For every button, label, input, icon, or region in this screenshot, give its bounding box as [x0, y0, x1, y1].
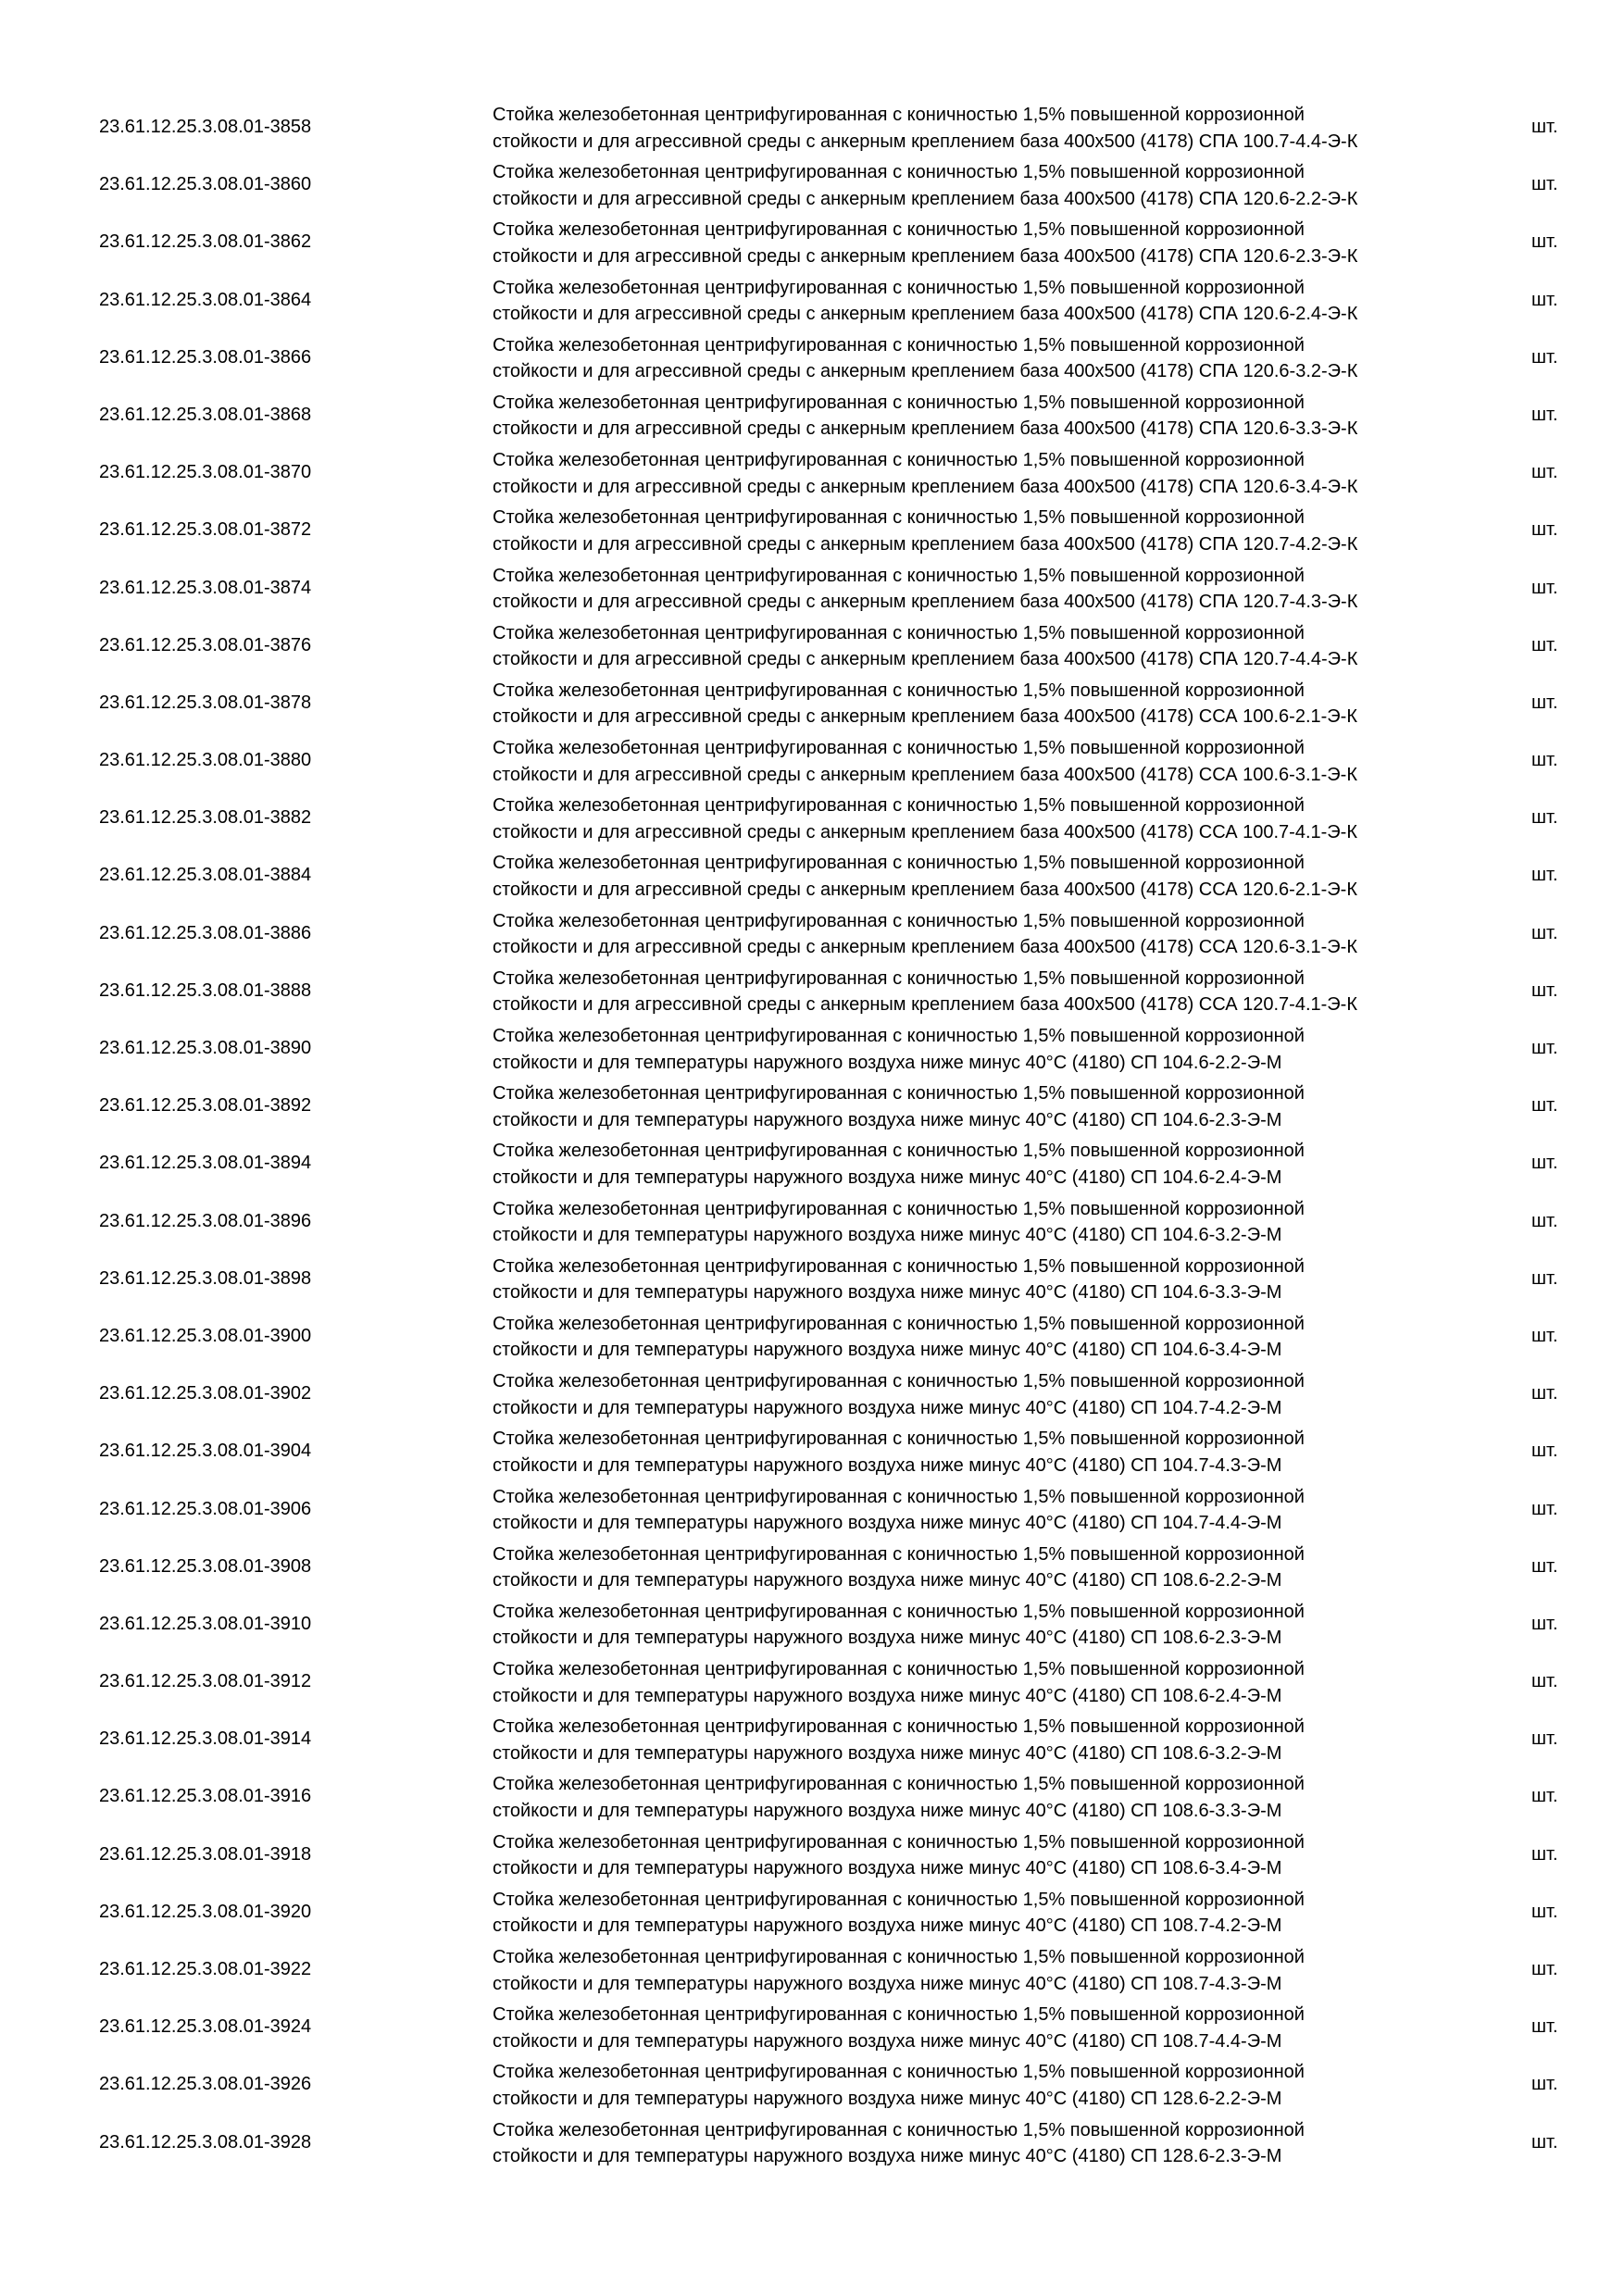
resource-description	[493, 2002, 1493, 2054]
description-line-1: Стойка железобетонная центрифугированная с коничностью 1,5% повышенной коррозионной	[493, 910, 1305, 931]
table-row	[0, 2114, 1624, 2171]
description-line-1: Стойка железобетонная центрифугированная с коничностью 1,5% повышенной коррозионной	[493, 1026, 1305, 1046]
description-line-2: стойкости и для температуры наружного воздуха ниже минус 40°С (4180) СП 104.6-3.3-Э-М	[493, 1282, 1282, 1304]
resource-code: 23.61.12.25.3.08.01-3892	[99, 1095, 312, 1117]
table-row	[0, 1134, 1624, 1192]
unit-of-measure: шт.	[1531, 1613, 1558, 1634]
unit-of-measure: шт.	[1531, 980, 1558, 1001]
unit-of-measure: шт.	[1531, 346, 1558, 368]
resource-description	[493, 735, 1493, 788]
unit-of-measure: шт.	[1531, 117, 1558, 137]
description-line-2: стойкости и для агрессивной среды с анкерным креплением база 400х500 (4178) СПА 120.7-4.2-Э-К	[493, 533, 1358, 555]
description-line-1: Стойка железобетонная центрифугированная с коничностью 1,5% повышенной коррозионной	[493, 334, 1305, 356]
description-line-1: Стойка железобетонная центрифугированная с коничностью 1,5% повышенной коррозионной	[493, 1716, 1305, 1738]
description-line-1: Стойка железобетонная центрифугированная с коничностью 1,5% повышенной коррозионной	[493, 1371, 1305, 1392]
resource-description	[493, 1023, 1493, 1076]
unit-of-measure: шт.	[1531, 2131, 1558, 2152]
resource-description	[493, 792, 1493, 845]
description-line-1: Стойка железобетонная центрифугированная с коничностью 1,5% повышенной коррозионной	[493, 2004, 1305, 2026]
description-line-1: Стойка железобетонная центрифугированная с коничностью 1,5% повышенной коррозионной	[493, 1543, 1305, 1565]
description-line-2: стойкости и для агрессивной среды с анкерным креплением база 400х500 (4178) ССА 120.6-3.1-Э-К	[493, 937, 1357, 958]
unit-of-measure: шт.	[1531, 404, 1558, 425]
table-row	[0, 271, 1624, 329]
description-line-1: Стойка железобетонная центрифугированная с коничностью 1,5% повышенной коррозионной	[493, 565, 1305, 586]
description-line-1: Стойка железобетонная центрифугированная с коничностью 1,5% повышенной коррозионной	[493, 1083, 1305, 1104]
unit-of-measure: шт.	[1531, 1498, 1558, 1519]
description-line-1: Стойка железобетонная центрифугированная с коничностью 1,5% повышенной коррозионной	[493, 2062, 1305, 2083]
description-line-2: стойкости и для температуры наружного воздуха ниже минус 40°С (4180) СП 104.6-2.4-Э-М	[493, 1167, 1282, 1188]
resource-code: 23.61.12.25.3.08.01-3908	[99, 1555, 312, 1577]
description-line-2: стойкости и для температуры наружного воздуха ниже минус 40°С (4180) СП 104.7-4.3-Э-М	[493, 1454, 1282, 1476]
unit-of-measure: шт.	[1531, 231, 1558, 253]
unit-of-measure: шт.	[1531, 2074, 1558, 2095]
description-line-2: стойкости и для агрессивной среды с анкерным креплением база 400х500 (4178) СПА 120.7-4.3-Э-К	[493, 592, 1358, 612]
resource-description	[493, 1714, 1493, 1766]
unit-of-measure: шт.	[1531, 1786, 1558, 1807]
table-row	[0, 213, 1624, 270]
resource-code: 23.61.12.25.3.08.01-3880	[99, 750, 312, 771]
resource-description	[493, 1944, 1493, 1997]
table-row	[0, 559, 1624, 617]
description-line-2: стойкости и для агрессивной среды с анкерным креплением база 400х500 (4178) ССА 120.7-4.1-Э-К	[493, 994, 1357, 1016]
unit-of-measure: шт.	[1531, 1038, 1558, 1058]
table-row	[0, 1480, 1624, 1538]
resource-description	[493, 1771, 1493, 1824]
unit-of-measure: шт.	[1531, 1267, 1558, 1289]
resource-description	[493, 332, 1493, 385]
description-line-2: стойкости и для температуры наружного воздуха ниже минус 40°С (4180) СП 128.6-2.3-Э-М	[493, 2146, 1282, 2167]
resource-code: 23.61.12.25.3.08.01-3876	[99, 634, 312, 655]
unit-of-measure: шт.	[1531, 289, 1558, 310]
resource-description	[493, 1887, 1493, 1940]
unit-of-measure: шт.	[1531, 519, 1558, 541]
table-row	[0, 1077, 1624, 1134]
unit-of-measure: шт.	[1531, 865, 1558, 886]
description-line-2: стойкости и для агрессивной среды с анкерным креплением база 400х500 (4178) СПА 120.6-2.2-Э-К	[493, 188, 1358, 209]
resource-description	[493, 275, 1493, 328]
resource-description	[493, 966, 1493, 1018]
resource-code: 23.61.12.25.3.08.01-3914	[99, 1728, 312, 1750]
description-line-1: Стойка железобетонная центрифугированная с коничностью 1,5% повышенной коррозионной	[493, 738, 1305, 759]
description-line-2: стойкости и для температуры наружного воздуха ниже минус 40°С (4180) СП 104.6-3.2-Э-М	[493, 1225, 1282, 1246]
table-row	[0, 501, 1624, 558]
table-row	[0, 1883, 1624, 1940]
table-row	[0, 1998, 1624, 2055]
table-row	[0, 1019, 1624, 1077]
resource-description	[493, 1196, 1493, 1249]
table-row	[0, 1710, 1624, 1767]
resource-code: 23.61.12.25.3.08.01-3912	[99, 1671, 312, 1692]
description-line-1: Стойка железобетонная центрифугированная с коничностью 1,5% повышенной коррозионной	[493, 795, 1305, 817]
description-line-1: Стойка железобетонная центрифугированная с коничностью 1,5% повышенной коррозионной	[493, 1255, 1305, 1277]
description-line-1: Стойка железобетонная центрифугированная с коничностью 1,5% повышенной коррозионной	[493, 1831, 1305, 1853]
unit-of-measure: шт.	[1531, 1383, 1558, 1404]
description-line-1: Стойка железобетонная центрифугированная с коничностью 1,5% повышенной коррозионной	[493, 507, 1305, 529]
resource-code: 23.61.12.25.3.08.01-3872	[99, 519, 312, 541]
resource-code: 23.61.12.25.3.08.01-3896	[99, 1210, 312, 1231]
description-line-2: стойкости и для температуры наружного воздуха ниже минус 40°С (4180) СП 104.6-2.3-Э-М	[493, 1109, 1282, 1130]
description-line-1: Стойка железобетонная центрифугированная с коничностью 1,5% повышенной коррозионной	[493, 1486, 1305, 1507]
resource-description	[493, 2117, 1493, 2170]
description-line-2: стойкости и для температуры наружного воздуха ниже минус 40°С (4180) СП 108.6-2.3-Э-М	[493, 1628, 1282, 1649]
unit-of-measure: шт.	[1531, 1441, 1558, 1462]
table-row	[0, 1767, 1624, 1825]
description-line-2: стойкости и для температуры наружного воздуха ниже минус 40°С (4180) СП 108.7-4.3-Э-М	[493, 1973, 1282, 1994]
unit-of-measure: шт.	[1531, 1728, 1558, 1750]
description-line-1: Стойка железобетонная центрифугированная с коничностью 1,5% повышенной коррозионной	[493, 162, 1305, 183]
description-line-1: Стойка железобетонная центрифугированная с коничностью 1,5% повышенной коррозионной	[493, 1198, 1305, 1219]
resource-description	[493, 159, 1493, 212]
description-line-1: Стойка железобетонная центрифугированная с коничностью 1,5% повышенной коррозионной	[493, 2119, 1305, 2140]
description-line-2: стойкости и для температуры наружного воздуха ниже минус 40°С (4180) СП 108.7-4.4-Э-М	[493, 2030, 1282, 2052]
table-row	[0, 386, 1624, 443]
table-row	[0, 1595, 1624, 1653]
resource-description	[493, 908, 1493, 961]
resource-description	[493, 1254, 1493, 1306]
resource-code: 23.61.12.25.3.08.01-3886	[99, 922, 312, 943]
description-line-2: стойкости и для агрессивной среды с анкерным креплением база 400х500 (4178) СПА 120.7-4.4-Э-К	[493, 649, 1358, 670]
unit-of-measure: шт.	[1531, 634, 1558, 655]
description-line-2: стойкости и для температуры наружного воздуха ниже минус 40°С (4180) СП 128.6-2.2-Э-М	[493, 2088, 1282, 2109]
resource-code: 23.61.12.25.3.08.01-3916	[99, 1786, 312, 1807]
resource-description	[493, 2059, 1493, 2112]
description-line-1: Стойка железобетонная центрифугированная с коничностью 1,5% повышенной коррозионной	[493, 392, 1305, 413]
resource-description	[493, 1656, 1493, 1709]
table-row	[0, 617, 1624, 674]
description-line-1: Стойка железобетонная центрифугированная с коничностью 1,5% повышенной коррозионной	[493, 1141, 1305, 1162]
resource-description	[493, 505, 1493, 557]
unit-of-measure: шт.	[1531, 1901, 1558, 1922]
resource-code: 23.61.12.25.3.08.01-3894	[99, 1153, 312, 1174]
table-row	[0, 789, 1624, 846]
description-line-2: стойкости и для температуры наружного воздуха ниже минус 40°С (4180) СП 104.6-3.4-Э-М	[493, 1340, 1282, 1361]
resource-description	[493, 1541, 1493, 1594]
table-row	[0, 329, 1624, 386]
description-line-2: стойкости и для агрессивной среды с анкерным креплением база 400х500 (4178) СПА 120.6-2.3-Э-К	[493, 245, 1358, 267]
unit-of-measure: шт.	[1531, 1095, 1558, 1117]
resource-code: 23.61.12.25.3.08.01-3924	[99, 2016, 312, 2038]
description-line-2: стойкости и для температуры наружного воздуха ниже минус 40°С (4180) СП 108.6-3.3-Э-М	[493, 1800, 1282, 1821]
description-line-1: Стойка железобетонная центрифугированная с коничностью 1,5% повышенной коррозионной	[493, 853, 1305, 874]
resource-description	[493, 1599, 1493, 1652]
description-line-1: Стойка железобетонная центрифугированная с коничностью 1,5% повышенной коррозионной	[493, 219, 1305, 241]
description-line-2: стойкости и для температуры наружного воздуха ниже минус 40°С (4180) СП 104.7-4.2-Э-М	[493, 1397, 1282, 1418]
table-row	[0, 1422, 1624, 1479]
description-line-2: стойкости и для агрессивной среды с анкерным креплением база 400х500 (4178) СПА 120.6-3.3-Э-К	[493, 418, 1358, 440]
table-row	[0, 2055, 1624, 2113]
resource-description	[493, 447, 1493, 500]
description-line-1: Стойка железобетонная центрифугированная с коничностью 1,5% повышенной коррозионной	[493, 680, 1305, 701]
description-line-2: стойкости и для температуры наружного воздуха ниже минус 40°С (4180) СП 104.6-2.2-Э-М	[493, 1052, 1282, 1073]
resource-code: 23.61.12.25.3.08.01-3878	[99, 692, 312, 713]
description-line-1: Стойка железобетонная центрифугированная с коничностью 1,5% повышенной коррозионной	[493, 1429, 1305, 1450]
resource-code: 23.61.12.25.3.08.01-3866	[99, 346, 312, 368]
description-line-2: стойкости и для агрессивной среды с анкерным креплением база 400х500 (4178) ССА 100.6-2.1-Э-К	[493, 706, 1357, 728]
resource-description	[493, 1484, 1493, 1537]
table-row	[0, 1307, 1624, 1365]
resource-description	[493, 1080, 1493, 1133]
table-row	[0, 1653, 1624, 1710]
resource-description	[493, 1426, 1493, 1479]
table-row	[0, 1365, 1624, 1422]
unit-of-measure: шт.	[1531, 692, 1558, 713]
resource-description	[493, 563, 1493, 616]
table-row	[0, 1250, 1624, 1307]
description-line-2: стойкости и для температуры наружного воздуха ниже минус 40°С (4180) СП 108.7-4.2-Э-М	[493, 1915, 1282, 1937]
description-line-2: стойкости и для агрессивной среды с анкерным креплением база 400х500 (4178) СПА 120.6-2.4-Э-К	[493, 304, 1358, 325]
unit-of-measure: шт.	[1531, 1210, 1558, 1231]
unit-of-measure: шт.	[1531, 174, 1558, 195]
description-line-2: стойкости и для агрессивной среды с анкерным креплением база 400х500 (4178) ССА 100.6-3.1-Э-К	[493, 764, 1357, 785]
description-line-1: Стойка железобетонная центрифугированная с коничностью 1,5% повышенной коррозионной	[493, 105, 1305, 125]
resource-code: 23.61.12.25.3.08.01-3904	[99, 1441, 312, 1462]
table-row	[0, 731, 1624, 789]
resource-description	[493, 102, 1493, 155]
resource-code: 23.61.12.25.3.08.01-3868	[99, 404, 312, 425]
resource-description	[493, 620, 1493, 673]
resource-code: 23.61.12.25.3.08.01-3870	[99, 462, 312, 483]
resource-code: 23.61.12.25.3.08.01-3902	[99, 1383, 312, 1404]
description-line-1: Стойка железобетонная центрифугированная с коничностью 1,5% повышенной коррозионной	[493, 1774, 1305, 1795]
description-line-2: стойкости и для температуры наружного воздуха ниже минус 40°С (4180) СП 104.7-4.4-Э-М	[493, 1513, 1282, 1533]
unit-of-measure: шт.	[1531, 1671, 1558, 1692]
resource-description	[493, 1829, 1493, 1882]
resource-description	[493, 390, 1493, 443]
table-row	[0, 674, 1624, 731]
description-line-1: Стойка железобетонная центрифугированная с коничностью 1,5% повышенной коррозионной	[493, 967, 1305, 989]
description-line-1: Стойка железобетонная центрифугированная с коничностью 1,5% повышенной коррозионной	[493, 1313, 1305, 1334]
resource-description	[493, 217, 1493, 269]
resource-code: 23.61.12.25.3.08.01-3874	[99, 577, 312, 598]
unit-of-measure: шт.	[1531, 1843, 1558, 1865]
description-line-2: стойкости и для агрессивной среды с анкерным креплением база 400х500 (4178) ССА 100.7-4.1-Э-К	[493, 821, 1357, 842]
table-row	[0, 1538, 1624, 1595]
resource-code: 23.61.12.25.3.08.01-3898	[99, 1267, 312, 1289]
table-row	[0, 98, 1624, 156]
resource-description	[493, 1368, 1493, 1421]
description-line-2: стойкости и для агрессивной среды с анкерным креплением база 400х500 (4178) ССА 120.6-2.1-Э-К	[493, 879, 1357, 900]
table-row	[0, 156, 1624, 213]
resource-code: 23.61.12.25.3.08.01-3884	[99, 865, 312, 886]
description-line-1: Стойка железобетонная центрифугированная с коничностью 1,5% повышенной коррозионной	[493, 622, 1305, 643]
table-row	[0, 905, 1624, 962]
description-line-2: стойкости и для агрессивной среды с анкерным креплением база 400х500 (4178) СПА 120.6-3.4-Э-К	[493, 476, 1358, 497]
resource-code: 23.61.12.25.3.08.01-3922	[99, 1959, 312, 1979]
resource-code: 23.61.12.25.3.08.01-3862	[99, 231, 312, 253]
resource-description	[493, 678, 1493, 730]
unit-of-measure: шт.	[1531, 2016, 1558, 2038]
description-line-2: стойкости и для температуры наружного воздуха ниже минус 40°С (4180) СП 108.6-3.2-Э-М	[493, 1742, 1282, 1764]
description-line-1: Стойка железобетонная центрифугированная с коничностью 1,5% повышенной коррозионной	[493, 1889, 1305, 1910]
unit-of-measure: шт.	[1531, 807, 1558, 829]
unit-of-measure: шт.	[1531, 750, 1558, 771]
resource-code: 23.61.12.25.3.08.01-3864	[99, 289, 312, 310]
description-line-2: стойкости и для температуры наружного воздуха ниже минус 40°С (4180) СП 108.6-2.4-Э-М	[493, 1685, 1282, 1706]
unit-of-measure: шт.	[1531, 462, 1558, 483]
table-row	[0, 443, 1624, 501]
table-row	[0, 1940, 1624, 1998]
resource-code: 23.61.12.25.3.08.01-3858	[99, 117, 312, 137]
unit-of-measure: шт.	[1531, 1555, 1558, 1577]
unit-of-measure: шт.	[1531, 1325, 1558, 1346]
unit-of-measure: шт.	[1531, 922, 1558, 943]
table-row	[0, 962, 1624, 1019]
table-row	[0, 1826, 1624, 1883]
resource-code: 23.61.12.25.3.08.01-3926	[99, 2074, 312, 2095]
resource-description	[493, 1311, 1493, 1364]
unit-of-measure: шт.	[1531, 577, 1558, 598]
table-row	[0, 1192, 1624, 1250]
description-line-1: Стойка железобетонная центрифугированная с коничностью 1,5% повышенной коррозионной	[493, 1947, 1305, 1967]
resource-description	[493, 850, 1493, 903]
description-line-2: стойкости и для агрессивной среды с анкерным креплением база 400х500 (4178) СПА 120.6-3.2-Э-К	[493, 361, 1358, 382]
description-line-2: стойкости и для температуры наружного воздуха ниже минус 40°С (4180) СП 108.6-3.4-Э-М	[493, 1858, 1282, 1879]
resource-description	[493, 1138, 1493, 1191]
resource-code: 23.61.12.25.3.08.01-3906	[99, 1498, 312, 1519]
description-line-2: стойкости и для температуры наружного воздуха ниже минус 40°С (4180) СП 108.6-2.2-Э-М	[493, 1570, 1282, 1591]
unit-of-measure: шт.	[1531, 1959, 1558, 1979]
description-line-1: Стойка железобетонная центрифугированная с коничностью 1,5% повышенной коррозионной	[493, 1659, 1305, 1680]
resource-code: 23.61.12.25.3.08.01-3890	[99, 1038, 312, 1058]
price-table	[0, 98, 1624, 2171]
resource-code: 23.61.12.25.3.08.01-3882	[99, 807, 312, 829]
description-line-1: Стойка железобетонная центрифугированная с коничностью 1,5% повышенной коррозионной	[493, 450, 1305, 471]
description-line-2: стойкости и для агрессивной среды с анкерным креплением база 400х500 (4178) СПА 100.7-4.4-Э-К	[493, 131, 1358, 152]
description-line-1: Стойка железобетонная центрифугированная с коничностью 1,5% повышенной коррозионной	[493, 277, 1305, 298]
resource-code: 23.61.12.25.3.08.01-3918	[99, 1843, 312, 1865]
resource-code: 23.61.12.25.3.08.01-3900	[99, 1325, 312, 1346]
description-line-1: Стойка железобетонная центрифугированная с коничностью 1,5% повышенной коррозионной	[493, 1601, 1305, 1622]
resource-code: 23.61.12.25.3.08.01-3888	[99, 980, 312, 1001]
table-row	[0, 846, 1624, 904]
resource-code: 23.61.12.25.3.08.01-3920	[99, 1901, 312, 1922]
resource-code: 23.61.12.25.3.08.01-3928	[99, 2131, 312, 2152]
resource-code: 23.61.12.25.3.08.01-3860	[99, 174, 312, 195]
resource-code: 23.61.12.25.3.08.01-3910	[99, 1613, 312, 1634]
unit-of-measure: шт.	[1531, 1153, 1558, 1174]
